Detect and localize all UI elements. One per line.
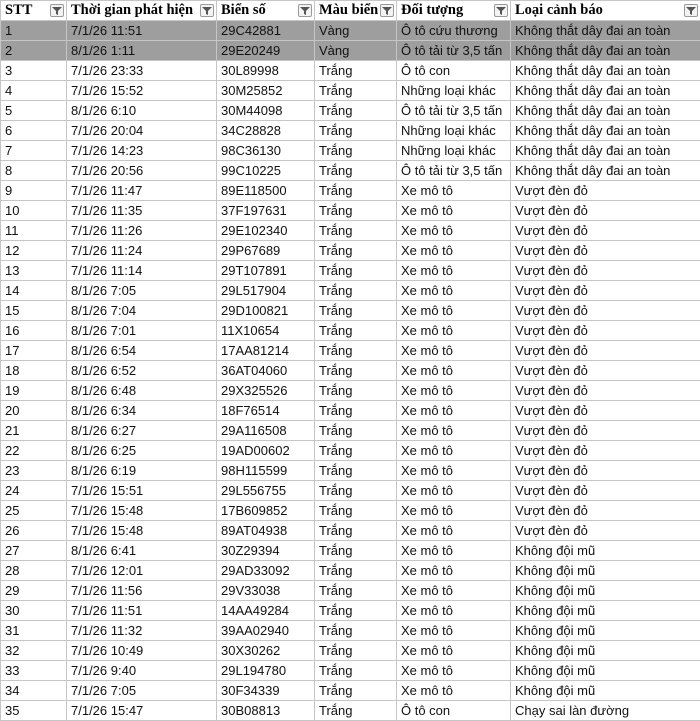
plate-color-cell[interactable]: Trắng (315, 701, 397, 721)
detected-time-cell[interactable]: 7/1/26 10:49 (67, 641, 217, 661)
warning-type-cell[interactable]: Vượt đèn đỏ (511, 501, 700, 521)
warning-type-cell[interactable]: Vượt đèn đỏ (511, 321, 700, 341)
table-row[interactable] (1, 701, 700, 721)
vehicle-type-cell[interactable]: Ô tô con (397, 61, 511, 81)
table-row[interactable] (1, 241, 700, 261)
plate-cell[interactable]: 30M25852 (217, 81, 315, 101)
plate-color-cell[interactable]: Trắng (315, 601, 397, 621)
plate-color-cell[interactable]: Trắng (315, 681, 397, 701)
plate-color-cell[interactable]: Trắng (315, 541, 397, 561)
plate-color-cell[interactable]: Trắng (315, 481, 397, 501)
stt-cell[interactable]: 7 (1, 141, 67, 161)
detected-time-cell[interactable]: 7/1/26 20:04 (67, 121, 217, 141)
warning-type-cell[interactable]: Vượt đèn đỏ (511, 481, 700, 501)
table-body (1, 21, 700, 721)
stt-cell[interactable]: 23 (1, 461, 67, 481)
plate-color-cell[interactable]: Trắng (315, 361, 397, 381)
warning-type-cell[interactable]: Vượt đèn đỏ (511, 261, 700, 281)
vehicle-type-cell[interactable]: Xe mô tô (397, 441, 511, 461)
vehicle-type-cell[interactable]: Những loại khác (397, 121, 511, 141)
stt-cell[interactable]: 32 (1, 641, 67, 661)
vehicle-type-cell[interactable]: Xe mô tô (397, 601, 511, 621)
plate-color-cell[interactable]: Trắng (315, 301, 397, 321)
detected-time-cell[interactable]: 7/1/26 11:35 (67, 201, 217, 221)
detected-time-cell[interactable]: 7/1/26 11:32 (67, 621, 217, 641)
warning-type-cell[interactable]: Không thắt dây đai an toàn (511, 21, 700, 41)
warning-type-cell[interactable]: Không thắt dây đai an toàn (511, 141, 700, 161)
table-row[interactable] (1, 581, 700, 601)
plate-cell[interactable]: 19AD00602 (217, 441, 315, 461)
stt-cell[interactable]: 8 (1, 161, 67, 181)
plate-cell[interactable]: 29L194780 (217, 661, 315, 681)
stt-cell[interactable]: 18 (1, 361, 67, 381)
plate-cell[interactable]: 34C28828 (217, 121, 315, 141)
stt-cell[interactable]: 12 (1, 241, 67, 261)
warning-type-cell[interactable]: Không đội mũ (511, 681, 700, 701)
detected-time-cell[interactable]: 8/1/26 7:05 (67, 281, 217, 301)
detected-time-cell[interactable]: 7/1/26 11:26 (67, 221, 217, 241)
stt-cell[interactable]: 24 (1, 481, 67, 501)
table-row[interactable] (1, 481, 700, 501)
stt-cell[interactable]: 17 (1, 341, 67, 361)
warning-type-cell[interactable]: Không đội mũ (511, 541, 700, 561)
table-row[interactable] (1, 641, 700, 661)
plate-color-cell[interactable]: Trắng (315, 241, 397, 261)
table-row[interactable] (1, 321, 700, 341)
table-row[interactable] (1, 621, 700, 641)
column-header-plate-color[interactable] (315, 1, 397, 21)
plate-cell[interactable]: 29C42881 (217, 21, 315, 41)
vehicle-type-cell[interactable]: Xe mô tô (397, 181, 511, 201)
plate-color-cell[interactable]: Trắng (315, 161, 397, 181)
detected-time-cell[interactable]: 8/1/26 7:01 (67, 321, 217, 341)
column-header-warning-type[interactable] (511, 1, 700, 21)
table-row[interactable] (1, 561, 700, 581)
plate-cell[interactable]: 30X30262 (217, 641, 315, 661)
column-header-label: Biển số (221, 2, 266, 19)
vehicle-type-cell[interactable]: Ô tô tải từ 3,5 tấn (397, 41, 511, 61)
plate-color-cell[interactable]: Vàng (315, 21, 397, 41)
stt-cell[interactable]: 14 (1, 281, 67, 301)
plate-cell[interactable]: 17AA81214 (217, 341, 315, 361)
warning-type-cell[interactable]: Vượt đèn đỏ (511, 281, 700, 301)
plate-color-cell[interactable]: Vàng (315, 41, 397, 61)
stt-cell[interactable]: 27 (1, 541, 67, 561)
detected-time-cell[interactable]: 8/1/26 1:11 (67, 41, 217, 61)
stt-cell[interactable]: 31 (1, 621, 67, 641)
warning-type-cell[interactable]: Vượt đèn đỏ (511, 521, 700, 541)
plate-color-cell[interactable]: Trắng (315, 381, 397, 401)
plate-color-cell[interactable]: Trắng (315, 501, 397, 521)
plate-cell[interactable]: 89AT04938 (217, 521, 315, 541)
detected-time-cell[interactable]: 7/1/26 11:56 (67, 581, 217, 601)
column-header-label: Thời gian phát hiện (71, 2, 193, 19)
detected-time-cell[interactable]: 7/1/26 15:51 (67, 481, 217, 501)
plate-cell[interactable]: 37F197631 (217, 201, 315, 221)
detected-time-cell[interactable]: 8/1/26 6:48 (67, 381, 217, 401)
plate-color-cell[interactable]: Trắng (315, 61, 397, 81)
vehicle-type-cell[interactable]: Ô tô con (397, 701, 511, 721)
table-row[interactable] (1, 21, 700, 41)
warning-type-cell[interactable]: Không thắt dây đai an toàn (511, 101, 700, 121)
detected-time-cell[interactable]: 7/1/26 11:47 (67, 181, 217, 201)
plate-color-cell[interactable]: Trắng (315, 281, 397, 301)
table-row[interactable] (1, 281, 700, 301)
vehicle-type-cell[interactable]: Ô tô tải từ 3,5 tấn (397, 161, 511, 181)
detected-time-cell[interactable]: 8/1/26 6:52 (67, 361, 217, 381)
plate-cell[interactable]: 29L556755 (217, 481, 315, 501)
warning-type-cell[interactable]: Vượt đèn đỏ (511, 221, 700, 241)
warning-type-cell[interactable]: Không đội mũ (511, 661, 700, 681)
filter-icon[interactable] (380, 4, 394, 17)
filter-icon[interactable] (50, 4, 64, 17)
detected-time-cell[interactable]: 7/1/26 23:33 (67, 61, 217, 81)
table-row[interactable] (1, 501, 700, 521)
plate-color-cell[interactable]: Trắng (315, 341, 397, 361)
table-row[interactable] (1, 341, 700, 361)
warning-type-cell[interactable]: Không thắt dây đai an toàn (511, 161, 700, 181)
plate-cell[interactable]: 29V33038 (217, 581, 315, 601)
warning-type-cell[interactable]: Không đội mũ (511, 601, 700, 621)
detected-time-cell[interactable]: 7/1/26 11:51 (67, 21, 217, 41)
plate-color-cell[interactable]: Trắng (315, 141, 397, 161)
detected-time-cell[interactable]: 8/1/26 6:19 (67, 461, 217, 481)
stt-cell[interactable]: 15 (1, 301, 67, 321)
vehicle-type-cell[interactable]: Xe mô tô (397, 281, 511, 301)
vehicle-type-cell[interactable]: Xe mô tô (397, 621, 511, 641)
detected-time-cell[interactable]: 7/1/26 7:05 (67, 681, 217, 701)
detected-time-cell[interactable]: 7/1/26 14:23 (67, 141, 217, 161)
detected-time-cell[interactable]: 7/1/26 11:51 (67, 601, 217, 621)
warning-type-cell[interactable]: Vượt đèn đỏ (511, 421, 700, 441)
detected-time-cell[interactable]: 7/1/26 11:24 (67, 241, 217, 261)
detected-time-cell[interactable]: 8/1/26 6:41 (67, 541, 217, 561)
stt-cell[interactable]: 16 (1, 321, 67, 341)
warning-type-cell[interactable]: Chạy sai làn đường (511, 701, 700, 721)
vehicle-type-cell[interactable]: Xe mô tô (397, 561, 511, 581)
warning-type-cell[interactable]: Không thắt dây đai an toàn (511, 41, 700, 61)
stt-cell[interactable]: 9 (1, 181, 67, 201)
detected-time-cell[interactable]: 8/1/26 6:34 (67, 401, 217, 421)
vehicle-type-cell[interactable]: Ô tô tải từ 3,5 tấn (397, 101, 511, 121)
vehicle-type-cell[interactable]: Ô tô cứu thương (397, 21, 511, 41)
warning-type-cell[interactable]: Vượt đèn đỏ (511, 201, 700, 221)
plate-color-cell[interactable]: Trắng (315, 101, 397, 121)
detected-time-cell[interactable]: 7/1/26 15:48 (67, 501, 217, 521)
stt-cell[interactable]: 22 (1, 441, 67, 461)
table-row[interactable] (1, 61, 700, 81)
plate-cell[interactable]: 39AA02940 (217, 621, 315, 641)
detected-time-cell[interactable]: 7/1/26 12:01 (67, 561, 217, 581)
table-row[interactable] (1, 121, 700, 141)
plate-color-cell[interactable]: Trắng (315, 261, 397, 281)
plate-color-cell[interactable]: Trắng (315, 321, 397, 341)
detected-time-cell[interactable]: 8/1/26 6:25 (67, 441, 217, 461)
vehicle-type-cell[interactable]: Xe mô tô (397, 341, 511, 361)
plate-color-cell[interactable]: Trắng (315, 561, 397, 581)
stt-cell[interactable]: 26 (1, 521, 67, 541)
vehicle-type-cell[interactable]: Xe mô tô (397, 521, 511, 541)
table-row[interactable] (1, 421, 700, 441)
table-row[interactable] (1, 681, 700, 701)
plate-cell[interactable]: 99C10225 (217, 161, 315, 181)
stt-cell[interactable]: 6 (1, 121, 67, 141)
vehicle-type-cell[interactable]: Xe mô tô (397, 401, 511, 421)
stt-cell[interactable]: 19 (1, 381, 67, 401)
column-header-plate[interactable] (217, 1, 315, 21)
vehicle-type-cell[interactable]: Những loại khác (397, 81, 511, 101)
plate-color-cell[interactable]: Trắng (315, 581, 397, 601)
stt-cell[interactable]: 30 (1, 601, 67, 621)
table-row[interactable] (1, 461, 700, 481)
vehicle-type-cell[interactable]: Xe mô tô (397, 661, 511, 681)
warning-type-cell[interactable]: Không đội mũ (511, 621, 700, 641)
stt-cell[interactable]: 29 (1, 581, 67, 601)
vehicle-type-cell[interactable]: Xe mô tô (397, 501, 511, 521)
detected-time-cell[interactable]: 7/1/26 9:40 (67, 661, 217, 681)
warning-type-cell[interactable]: Không đội mũ (511, 641, 700, 661)
table-row[interactable] (1, 541, 700, 561)
warning-type-cell[interactable]: Không thắt dây đai an toàn (511, 121, 700, 141)
stt-cell[interactable]: 4 (1, 81, 67, 101)
detected-time-cell[interactable]: 8/1/26 6:27 (67, 421, 217, 441)
plate-cell[interactable]: 29E102340 (217, 221, 315, 241)
plate-color-cell[interactable]: Trắng (315, 201, 397, 221)
warning-type-cell[interactable]: Vượt đèn đỏ (511, 181, 700, 201)
detected-time-cell[interactable]: 7/1/26 15:48 (67, 521, 217, 541)
stt-cell[interactable]: 3 (1, 61, 67, 81)
detected-time-cell[interactable]: 8/1/26 6:54 (67, 341, 217, 361)
stt-cell[interactable]: 21 (1, 421, 67, 441)
stt-cell[interactable]: 10 (1, 201, 67, 221)
plate-color-cell[interactable]: Trắng (315, 661, 397, 681)
detected-time-cell[interactable]: 7/1/26 15:47 (67, 701, 217, 721)
plate-color-cell[interactable]: Trắng (315, 641, 397, 661)
stt-cell[interactable]: 1 (1, 21, 67, 41)
warning-type-cell[interactable]: Vượt đèn đỏ (511, 361, 700, 381)
stt-cell[interactable]: 25 (1, 501, 67, 521)
table-row[interactable] (1, 41, 700, 61)
stt-cell[interactable]: 33 (1, 661, 67, 681)
filter-icon[interactable] (298, 4, 312, 17)
plate-cell[interactable]: 30L89998 (217, 61, 315, 81)
detected-time-cell[interactable]: 7/1/26 15:52 (67, 81, 217, 101)
stt-cell[interactable]: 20 (1, 401, 67, 421)
header-row (1, 1, 700, 21)
plate-color-cell[interactable]: Trắng (315, 421, 397, 441)
plate-color-cell[interactable]: Trắng (315, 121, 397, 141)
table-row[interactable] (1, 161, 700, 181)
vehicle-type-cell[interactable]: Xe mô tô (397, 321, 511, 341)
plate-cell[interactable]: 11X10654 (217, 321, 315, 341)
table-row[interactable] (1, 401, 700, 421)
column-header-vehicle-type[interactable] (397, 1, 511, 21)
plate-cell[interactable]: 29T107891 (217, 261, 315, 281)
warning-type-cell[interactable]: Không thắt dây đai an toàn (511, 81, 700, 101)
plate-color-cell[interactable]: Trắng (315, 81, 397, 101)
stt-cell[interactable]: 28 (1, 561, 67, 581)
plate-cell[interactable]: 14AA49284 (217, 601, 315, 621)
table-row[interactable] (1, 221, 700, 241)
warning-type-cell[interactable]: Không đội mũ (511, 561, 700, 581)
detected-time-cell[interactable]: 7/1/26 20:56 (67, 161, 217, 181)
column-header-stt[interactable] (1, 1, 67, 21)
table-row[interactable] (1, 521, 700, 541)
plate-cell[interactable]: 98C36130 (217, 141, 315, 161)
table-row[interactable] (1, 81, 700, 101)
vehicle-type-cell[interactable]: Xe mô tô (397, 681, 511, 701)
plate-color-cell[interactable]: Trắng (315, 461, 397, 481)
table-row[interactable] (1, 181, 700, 201)
plate-cell[interactable]: 89E118500 (217, 181, 315, 201)
warning-type-cell[interactable]: Vượt đèn đỏ (511, 381, 700, 401)
stt-cell[interactable]: 11 (1, 221, 67, 241)
vehicle-type-cell[interactable]: Xe mô tô (397, 241, 511, 261)
column-header-detected-time[interactable] (67, 1, 217, 21)
warning-type-cell[interactable]: Vượt đèn đỏ (511, 241, 700, 261)
stt-cell[interactable]: 5 (1, 101, 67, 121)
plate-color-cell[interactable]: Trắng (315, 621, 397, 641)
plate-cell[interactable]: 29E20249 (217, 41, 315, 61)
vehicle-type-cell[interactable]: Xe mô tô (397, 541, 511, 561)
plate-cell[interactable]: 18F76514 (217, 401, 315, 421)
table-row[interactable] (1, 301, 700, 321)
detected-time-cell[interactable]: 8/1/26 7:04 (67, 301, 217, 321)
warning-type-cell[interactable]: Vượt đèn đỏ (511, 441, 700, 461)
table-row[interactable] (1, 101, 700, 121)
filter-icon[interactable] (494, 4, 508, 17)
plate-cell[interactable]: 29P67689 (217, 241, 315, 261)
warning-type-cell[interactable]: Vượt đèn đỏ (511, 301, 700, 321)
table-row[interactable] (1, 261, 700, 281)
filter-icon[interactable] (684, 4, 698, 17)
plate-cell[interactable]: 30Z29394 (217, 541, 315, 561)
vehicle-type-cell[interactable]: Xe mô tô (397, 581, 511, 601)
stt-cell[interactable]: 2 (1, 41, 67, 61)
column-header-label: Màu biển (319, 2, 378, 19)
plate-cell[interactable]: 29D100821 (217, 301, 315, 321)
plate-cell[interactable]: 30F34339 (217, 681, 315, 701)
column-header-label: Đối tượng (401, 2, 463, 19)
plate-color-cell[interactable]: Trắng (315, 441, 397, 461)
stt-cell[interactable]: 13 (1, 261, 67, 281)
vehicle-type-cell[interactable]: Xe mô tô (397, 201, 511, 221)
column-header-label: STT (5, 2, 32, 19)
plate-cell[interactable]: 98H115599 (217, 461, 315, 481)
warning-type-cell[interactable]: Không thắt dây đai an toàn (511, 61, 700, 81)
vehicle-type-cell[interactable]: Xe mô tô (397, 221, 511, 241)
vehicle-type-cell[interactable]: Những loại khác (397, 141, 511, 161)
stt-cell[interactable]: 35 (1, 701, 67, 721)
detected-time-cell[interactable]: 8/1/26 6:10 (67, 101, 217, 121)
vehicle-type-cell[interactable]: Xe mô tô (397, 641, 511, 661)
plate-color-cell[interactable]: Trắng (315, 521, 397, 541)
warning-type-cell[interactable]: Không đội mũ (511, 581, 700, 601)
detected-time-cell[interactable]: 7/1/26 11:14 (67, 261, 217, 281)
vehicle-type-cell[interactable]: Xe mô tô (397, 461, 511, 481)
plate-cell[interactable]: 29A116508 (217, 421, 315, 441)
vehicle-type-cell[interactable]: Xe mô tô (397, 361, 511, 381)
column-header-label: Loại cảnh báo (515, 2, 603, 19)
vehicle-type-cell[interactable]: Xe mô tô (397, 381, 511, 401)
warning-type-cell[interactable]: Vượt đèn đỏ (511, 341, 700, 361)
table-row[interactable] (1, 141, 700, 161)
warning-type-cell[interactable]: Vượt đèn đỏ (511, 461, 700, 481)
vehicle-type-cell[interactable]: Xe mô tô (397, 421, 511, 441)
plate-cell[interactable]: 29L517904 (217, 281, 315, 301)
table-row[interactable] (1, 361, 700, 381)
filter-icon[interactable] (200, 4, 214, 17)
plate-cell[interactable]: 29AD33092 (217, 561, 315, 581)
table-row[interactable] (1, 661, 700, 681)
plate-cell[interactable]: 17B609852 (217, 501, 315, 521)
plate-cell[interactable]: 30M44098 (217, 101, 315, 121)
vehicle-type-cell[interactable]: Xe mô tô (397, 261, 511, 281)
plate-color-cell[interactable]: Trắng (315, 401, 397, 421)
plate-color-cell[interactable]: Trắng (315, 221, 397, 241)
table-row[interactable] (1, 601, 700, 621)
plate-cell[interactable]: 29X325526 (217, 381, 315, 401)
stt-cell[interactable]: 34 (1, 681, 67, 701)
table-row[interactable] (1, 441, 700, 461)
plate-color-cell[interactable]: Trắng (315, 181, 397, 201)
warning-type-cell[interactable]: Vượt đèn đỏ (511, 401, 700, 421)
vehicle-type-cell[interactable]: Xe mô tô (397, 481, 511, 501)
table-row[interactable] (1, 201, 700, 221)
vehicle-type-cell[interactable]: Xe mô tô (397, 301, 511, 321)
plate-cell[interactable]: 36AT04060 (217, 361, 315, 381)
plate-cell[interactable]: 30B08813 (217, 701, 315, 721)
table-row[interactable] (1, 381, 700, 401)
